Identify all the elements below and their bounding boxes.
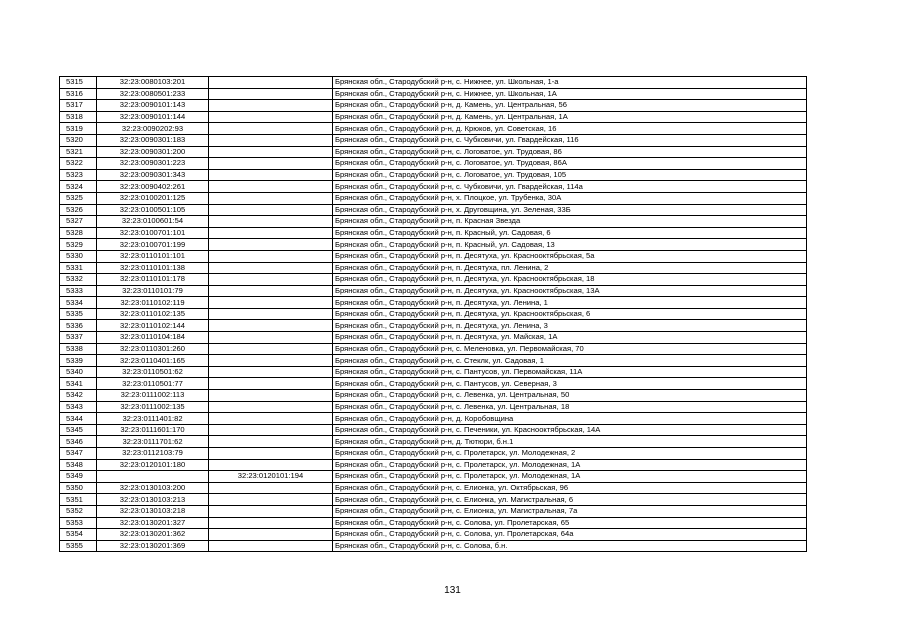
address-cell: Брянская обл., Стародубский р-н, п. Десятуха, ул. Майская, 1А <box>333 332 807 344</box>
secondary-cadastral-cell <box>209 413 333 425</box>
table-row <box>60 308 807 320</box>
table-row <box>60 320 807 332</box>
table-row <box>60 134 807 146</box>
row-number-cell: 5327 <box>60 216 97 228</box>
table-row <box>60 111 807 123</box>
row-number-cell: 5318 <box>60 111 97 123</box>
cadastral-number-cell: 32:23:0090301:343 <box>97 169 209 181</box>
table-row <box>60 274 807 286</box>
row-number-cell: 5340 <box>60 366 97 378</box>
cadastral-number-cell: 32:23:0110101:101 <box>97 250 209 262</box>
secondary-cadastral-cell <box>209 169 333 181</box>
address-cell: Брянская обл., Стародубский р-н, с. Пролетарск, ул. Молодежная, 2 <box>333 448 807 460</box>
table-row <box>60 529 807 541</box>
secondary-cadastral-cell <box>209 181 333 193</box>
table-row <box>60 366 807 378</box>
table-row <box>60 181 807 193</box>
table-row <box>60 146 807 158</box>
secondary-cadastral-cell <box>209 111 333 123</box>
secondary-cadastral-cell <box>209 482 333 494</box>
row-number-cell: 5325 <box>60 192 97 204</box>
table-row <box>60 401 807 413</box>
secondary-cadastral-cell <box>209 146 333 158</box>
address-cell: Брянская обл., Стародубский р-н, п. Десятуха, ул. Ленина, 3 <box>333 320 807 332</box>
address-cell: Брянская обл., Стародубский р-н, с. Чубковичи, ул. Гвардейская, 116 <box>333 134 807 146</box>
address-cell: Брянская обл., Стародубский р-н, с. Солова, ул. Пролетарская, 64а <box>333 529 807 541</box>
table-row <box>60 169 807 181</box>
table-row <box>60 88 807 100</box>
table-row <box>60 413 807 425</box>
row-number-cell: 5317 <box>60 100 97 112</box>
cadastral-number-cell: 32:23:0100501:105 <box>97 204 209 216</box>
address-cell: Брянская обл., Стародубский р-н, х. Друговщина, ул. Зеленая, 33Б <box>333 204 807 216</box>
address-cell: Брянская обл., Стародубский р-н, с. Пантусов, ул. Первомайская, 11А <box>333 366 807 378</box>
secondary-cadastral-cell <box>209 192 333 204</box>
secondary-cadastral-cell <box>209 285 333 297</box>
row-number-cell: 5326 <box>60 204 97 216</box>
row-number-cell: 5316 <box>60 88 97 100</box>
table-row <box>60 390 807 402</box>
table-row <box>60 123 807 135</box>
address-cell: Брянская обл., Стародубский р-н, п. Красный, ул. Садовая, 6 <box>333 227 807 239</box>
table-row <box>60 227 807 239</box>
secondary-cadastral-cell <box>209 529 333 541</box>
address-cell: Брянская обл., Стародубский р-н, с. Пролетарск, ул. Молодежная, 1А <box>333 459 807 471</box>
address-cell: Брянская обл., Стародубский р-н, с. Печеники, ул. Краснооктябрьская, 14А <box>333 424 807 436</box>
row-number-cell: 5339 <box>60 355 97 367</box>
row-number-cell: 5332 <box>60 274 97 286</box>
cadastral-number-cell: 32:23:0130201:369 <box>97 540 209 552</box>
row-number-cell: 5355 <box>60 540 97 552</box>
address-cell: Брянская обл., Стародубский р-н, с. Стеклк, ул. Садовая, 1 <box>333 355 807 367</box>
row-number-cell: 5334 <box>60 297 97 309</box>
table-body <box>60 77 807 552</box>
secondary-cadastral-cell <box>209 297 333 309</box>
address-cell: Брянская обл., Стародубский р-н, с. Елионка, ул. Магистральная, 7а <box>333 505 807 517</box>
table-row <box>60 158 807 170</box>
cadastral-number-cell: 32:23:0100201:125 <box>97 192 209 204</box>
row-number-cell: 5349 <box>60 471 97 483</box>
secondary-cadastral-cell <box>209 343 333 355</box>
cadastral-number-cell: 32:23:0100701:101 <box>97 227 209 239</box>
cadastral-number-cell: 32:23:0110101:79 <box>97 285 209 297</box>
cadastral-number-cell: 32:23:0120101:180 <box>97 459 209 471</box>
cadastral-number-cell: 32:23:0130201:362 <box>97 529 209 541</box>
row-number-cell: 5331 <box>60 262 97 274</box>
cadastral-number-cell: 32:23:0110102:144 <box>97 320 209 332</box>
cadastral-number-cell: 32:23:0100701:199 <box>97 239 209 251</box>
secondary-cadastral-cell: 32:23:0120101:194 <box>209 471 333 483</box>
address-cell: Брянская обл., Стародубский р-н, п. Десятуха, ул. Краснооктябрьская, 6 <box>333 308 807 320</box>
row-number-cell: 5336 <box>60 320 97 332</box>
table-row <box>60 100 807 112</box>
table-row <box>60 77 807 89</box>
row-number-cell: 5320 <box>60 134 97 146</box>
secondary-cadastral-cell <box>209 424 333 436</box>
address-cell: Брянская обл., Стародубский р-н, д. Крюков, ул. Советская, 16 <box>333 123 807 135</box>
secondary-cadastral-cell <box>209 216 333 228</box>
cadastral-number-cell: 32:23:0090101:144 <box>97 111 209 123</box>
address-cell: Брянская обл., Стародубский р-н, с. Пантусов, ул. Северная, 3 <box>333 378 807 390</box>
address-cell: Брянская обл., Стародубский р-н, д. Тютюри, б.н.1 <box>333 436 807 448</box>
table-row <box>60 297 807 309</box>
table-row <box>60 204 807 216</box>
cadastral-number-cell: 32:23:0090402:261 <box>97 181 209 193</box>
cadastral-number-cell: 32:23:0130103:213 <box>97 494 209 506</box>
table-row <box>60 378 807 390</box>
secondary-cadastral-cell <box>209 158 333 170</box>
secondary-cadastral-cell <box>209 320 333 332</box>
cadastral-number-cell: 32:23:0090301:200 <box>97 146 209 158</box>
secondary-cadastral-cell <box>209 308 333 320</box>
row-number-cell: 5353 <box>60 517 97 529</box>
cadastral-number-cell: 32:23:0130103:218 <box>97 505 209 517</box>
address-cell: Брянская обл., Стародубский р-н, с. Елионка, ул. Магистральная, 6 <box>333 494 807 506</box>
row-number-cell: 5337 <box>60 332 97 344</box>
address-cell: Брянская обл., Стародубский р-н, с. Логоватое, ул. Трудовая, 105 <box>333 169 807 181</box>
address-cell: Брянская обл., Стародубский р-н, п. Десятуха, пл. Ленина, 2 <box>333 262 807 274</box>
address-cell: Брянская обл., Стародубский р-н, с. Левенка, ул. Центральная, 50 <box>333 390 807 402</box>
table-row <box>60 482 807 494</box>
cadastral-number-cell: 32:23:0111002:113 <box>97 390 209 402</box>
cadastral-number-cell: 32:23:0110301:260 <box>97 343 209 355</box>
address-cell: Брянская обл., Стародубский р-н, п. Десятуха, ул. Краснооктябрьская, 18 <box>333 274 807 286</box>
row-number-cell: 5330 <box>60 250 97 262</box>
row-number-cell: 5346 <box>60 436 97 448</box>
secondary-cadastral-cell <box>209 262 333 274</box>
table-row <box>60 355 807 367</box>
row-number-cell: 5335 <box>60 308 97 320</box>
cadastral-number-cell: 32:23:0130201:327 <box>97 517 209 529</box>
cadastral-number-cell: 32:23:0130103:200 <box>97 482 209 494</box>
row-number-cell: 5342 <box>60 390 97 402</box>
secondary-cadastral-cell <box>209 401 333 413</box>
row-number-cell: 5328 <box>60 227 97 239</box>
secondary-cadastral-cell <box>209 540 333 552</box>
row-number-cell: 5352 <box>60 505 97 517</box>
row-number-cell: 5348 <box>60 459 97 471</box>
table-row <box>60 239 807 251</box>
address-cell: Брянская обл., Стародубский р-н, с. Нижнее, ул. Школьная, 1-а <box>333 77 807 89</box>
table-row <box>60 343 807 355</box>
table-row <box>60 436 807 448</box>
row-number-cell: 5333 <box>60 285 97 297</box>
table-row <box>60 424 807 436</box>
cadastral-number-cell: 32:23:0080103:201 <box>97 77 209 89</box>
cadastral-number-cell: 32:23:0111601:170 <box>97 424 209 436</box>
secondary-cadastral-cell <box>209 448 333 460</box>
cadastral-number-cell: 32:23:0110104:184 <box>97 332 209 344</box>
secondary-cadastral-cell <box>209 517 333 529</box>
cadastral-number-cell: 32:23:0110102:119 <box>97 297 209 309</box>
cadastral-number-cell: 32:23:0111002:135 <box>97 401 209 413</box>
table-row <box>60 192 807 204</box>
secondary-cadastral-cell <box>209 494 333 506</box>
table-row <box>60 517 807 529</box>
row-number-cell: 5351 <box>60 494 97 506</box>
table-row <box>60 494 807 506</box>
row-number-cell: 5338 <box>60 343 97 355</box>
row-number-cell: 5341 <box>60 378 97 390</box>
address-cell: Брянская обл., Стародубский р-н, с. Солова, ул. Пролетарская, 65 <box>333 517 807 529</box>
cadastral-number-cell: 32:23:0090101:143 <box>97 100 209 112</box>
cadastral-number-cell: 32:23:0110101:138 <box>97 262 209 274</box>
secondary-cadastral-cell <box>209 227 333 239</box>
address-cell: Брянская обл., Стародубский р-н, с. Солова, б.н. <box>333 540 807 552</box>
secondary-cadastral-cell <box>209 123 333 135</box>
cadastral-number-cell: 32:23:0090301:183 <box>97 134 209 146</box>
address-cell: Брянская обл., Стародубский р-н, с. Логоватое, ул. Трудовая, 86А <box>333 158 807 170</box>
secondary-cadastral-cell <box>209 77 333 89</box>
cadastral-number-cell: 32:23:0110401:165 <box>97 355 209 367</box>
row-number-cell: 5322 <box>60 158 97 170</box>
row-number-cell: 5315 <box>60 77 97 89</box>
secondary-cadastral-cell <box>209 332 333 344</box>
secondary-cadastral-cell <box>209 204 333 216</box>
address-cell: Брянская обл., Стародубский р-н, д. Камень, ул. Центральная, 1А <box>333 111 807 123</box>
row-number-cell: 5343 <box>60 401 97 413</box>
address-cell: Брянская обл., Стародубский р-н, с. Пролетарск, ул. Молодежная, 1А <box>333 471 807 483</box>
cadastral-number-cell <box>97 471 209 483</box>
row-number-cell: 5345 <box>60 424 97 436</box>
table-row <box>60 471 807 483</box>
address-cell: Брянская обл., Стародубский р-н, с. Елионка, ул. Октябрьская, 96 <box>333 482 807 494</box>
cadastral-number-cell: 32:23:0090301:223 <box>97 158 209 170</box>
secondary-cadastral-cell <box>209 100 333 112</box>
address-cell: Брянская обл., Стародубский р-н, п. Красная Звезда <box>333 216 807 228</box>
table-row <box>60 505 807 517</box>
table-row <box>60 216 807 228</box>
row-number-cell: 5324 <box>60 181 97 193</box>
secondary-cadastral-cell <box>209 250 333 262</box>
secondary-cadastral-cell <box>209 239 333 251</box>
cadastral-number-cell: 32:23:0112103:79 <box>97 448 209 460</box>
address-cell: Брянская обл., Стародубский р-н, с. Меленовка, ул. Первомайская, 70 <box>333 343 807 355</box>
cadastral-number-cell: 32:23:0090202:93 <box>97 123 209 135</box>
cadastral-number-cell: 32:23:0110102:135 <box>97 308 209 320</box>
row-number-cell: 5350 <box>60 482 97 494</box>
address-cell: Брянская обл., Стародубский р-н, п. Десятуха, ул. Краснооктябрьская, 13А <box>333 285 807 297</box>
address-cell: Брянская обл., Стародубский р-н, д. Коробовщина <box>333 413 807 425</box>
address-cell: Брянская обл., Стародубский р-н, д. Камень, ул. Центральная, 56 <box>333 100 807 112</box>
secondary-cadastral-cell <box>209 390 333 402</box>
table-row <box>60 540 807 552</box>
cadastral-number-cell: 32:23:0110501:62 <box>97 366 209 378</box>
address-cell: Брянская обл., Стародубский р-н, с. Левенка, ул. Центральная, 18 <box>333 401 807 413</box>
cadastral-number-cell: 32:23:0110501:77 <box>97 378 209 390</box>
cadastral-number-cell: 32:23:0111701:62 <box>97 436 209 448</box>
row-number-cell: 5347 <box>60 448 97 460</box>
secondary-cadastral-cell <box>209 274 333 286</box>
table-row <box>60 250 807 262</box>
secondary-cadastral-cell <box>209 88 333 100</box>
table-row <box>60 332 807 344</box>
page-number: 131 <box>444 585 461 596</box>
cadastral-number-cell: 32:23:0110101:178 <box>97 274 209 286</box>
address-cell: Брянская обл., Стародубский р-н, п. Десятуха, ул. Краснооктябрьская, 5а <box>333 250 807 262</box>
row-number-cell: 5323 <box>60 169 97 181</box>
row-number-cell: 5344 <box>60 413 97 425</box>
secondary-cadastral-cell <box>209 459 333 471</box>
table-row <box>60 448 807 460</box>
secondary-cadastral-cell <box>209 505 333 517</box>
row-number-cell: 5319 <box>60 123 97 135</box>
address-cell: Брянская обл., Стародубский р-н, п. Красный, ул. Садовая, 13 <box>333 239 807 251</box>
address-cell: Брянская обл., Стародубский р-н, п. Десятуха, ул. Ленина, 1 <box>333 297 807 309</box>
row-number-cell: 5321 <box>60 146 97 158</box>
row-number-cell: 5354 <box>60 529 97 541</box>
data-table <box>59 76 807 552</box>
cadastral-number-cell: 32:23:0080501:233 <box>97 88 209 100</box>
cadastral-number-cell: 32:23:0100601:54 <box>97 216 209 228</box>
address-cell: Брянская обл., Стародубский р-н, с. Нижнее, ул. Школьная, 1А <box>333 88 807 100</box>
address-cell: Брянская обл., Стародубский р-н, х. Плоцкое, ул. Трубенка, 30А <box>333 192 807 204</box>
row-number-cell: 5329 <box>60 239 97 251</box>
address-cell: Брянская обл., Стародубский р-н, с. Чубковичи, ул. Гвардейская, 114а <box>333 181 807 193</box>
secondary-cadastral-cell <box>209 378 333 390</box>
cadastral-number-cell: 32:23:0111401:82 <box>97 413 209 425</box>
secondary-cadastral-cell <box>209 436 333 448</box>
table-row <box>60 262 807 274</box>
address-cell: Брянская обл., Стародубский р-н, с. Логоватое, ул. Трудовая, 86 <box>333 146 807 158</box>
table-row <box>60 285 807 297</box>
table-row <box>60 459 807 471</box>
secondary-cadastral-cell <box>209 366 333 378</box>
secondary-cadastral-cell <box>209 355 333 367</box>
secondary-cadastral-cell <box>209 134 333 146</box>
